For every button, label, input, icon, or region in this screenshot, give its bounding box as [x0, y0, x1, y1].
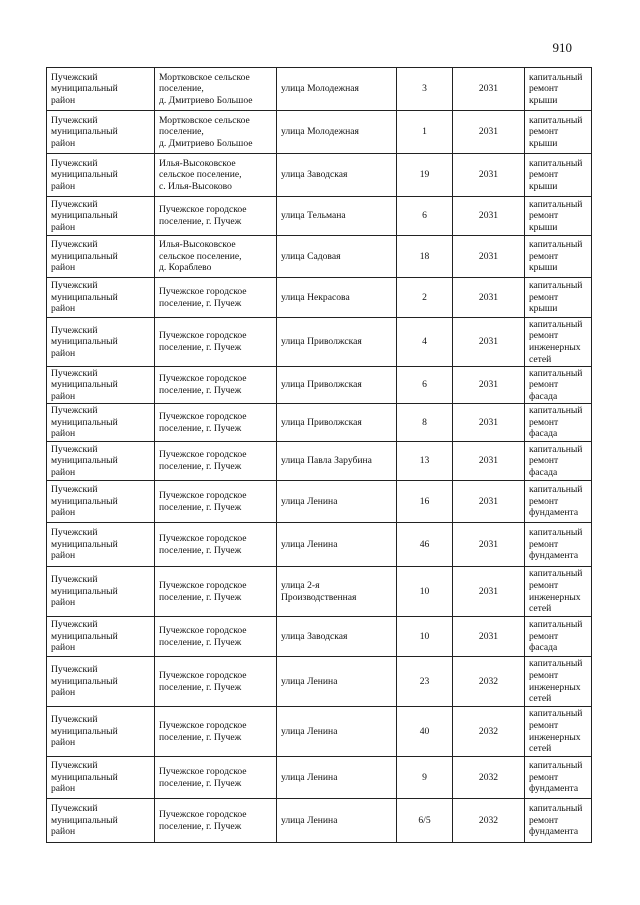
- repair-schedule-table: [46, 67, 592, 843]
- table-row: [47, 318, 592, 367]
- district-cell: Пучежский муниципальный район: [47, 523, 155, 567]
- street-cell: улица Ленина: [277, 657, 397, 707]
- settlement-cell: Пучежское городское поселение, г. Пучеж: [155, 523, 277, 567]
- work-type-cell: капитальный ремонт фундамента: [525, 523, 592, 567]
- table-row: [47, 111, 592, 154]
- house-number-cell: 6: [397, 367, 453, 404]
- settlement-cell: Мортковское сельское поселение, д. Дмитриево Большое: [155, 111, 277, 154]
- street-cell: улица Молодежная: [277, 111, 397, 154]
- street-cell: улица Ленина: [277, 757, 397, 799]
- house-number-cell: 23: [397, 657, 453, 707]
- house-number-cell: 10: [397, 617, 453, 657]
- house-number-cell: 3: [397, 68, 453, 111]
- settlement-cell: Пучежское городское поселение, г. Пучеж: [155, 657, 277, 707]
- street-cell: улица Приволжская: [277, 367, 397, 404]
- house-number-cell: 40: [397, 707, 453, 757]
- table-row: [47, 799, 592, 843]
- table-row: [47, 404, 592, 442]
- street-cell: улица Павла Зарубина: [277, 442, 397, 481]
- table-row: [47, 481, 592, 523]
- settlement-cell: Пучежское городское поселение, г. Пучеж: [155, 757, 277, 799]
- street-cell: улица Ленина: [277, 707, 397, 757]
- year-cell: 2031: [453, 442, 525, 481]
- settlement-cell: Пучежское городское поселение, г. Пучеж: [155, 481, 277, 523]
- district-cell: Пучежский муниципальный район: [47, 318, 155, 367]
- district-cell: Пучежский муниципальный район: [47, 111, 155, 154]
- house-number-cell: 10: [397, 567, 453, 617]
- work-type-cell: капитальный ремонт фасада: [525, 617, 592, 657]
- table-row: [47, 523, 592, 567]
- district-cell: Пучежский муниципальный район: [47, 278, 155, 318]
- settlement-cell: Пучежское городское поселение, г. Пучеж: [155, 799, 277, 843]
- year-cell: 2032: [453, 707, 525, 757]
- work-type-cell: капитальный ремонт крыши: [525, 68, 592, 111]
- settlement-cell: Пучежское городское поселение, г. Пучеж: [155, 567, 277, 617]
- house-number-cell: 2: [397, 278, 453, 318]
- settlement-cell: Пучежское городское поселение, г. Пучеж: [155, 707, 277, 757]
- year-cell: 2031: [453, 404, 525, 442]
- work-type-cell: капитальный ремонт фундамента: [525, 481, 592, 523]
- year-cell: 2031: [453, 367, 525, 404]
- district-cell: Пучежский муниципальный район: [47, 617, 155, 657]
- table-row: [47, 236, 592, 278]
- work-type-cell: капитальный ремонт фасада: [525, 404, 592, 442]
- settlement-cell: Пучежское городское поселение, г. Пучеж: [155, 318, 277, 367]
- street-cell: улица Ленина: [277, 799, 397, 843]
- year-cell: 2031: [453, 68, 525, 111]
- street-cell: улица Приволжская: [277, 404, 397, 442]
- year-cell: 2031: [453, 567, 525, 617]
- year-cell: 2031: [453, 617, 525, 657]
- table-row: [47, 278, 592, 318]
- table-body: [47, 68, 592, 843]
- house-number-cell: 18: [397, 236, 453, 278]
- street-cell: улица Ленина: [277, 481, 397, 523]
- house-number-cell: 16: [397, 481, 453, 523]
- settlement-cell: Пучежское городское поселение, г. Пучеж: [155, 278, 277, 318]
- work-type-cell: капитальный ремонт крыши: [525, 111, 592, 154]
- house-number-cell: 4: [397, 318, 453, 367]
- district-cell: Пучежский муниципальный район: [47, 657, 155, 707]
- table-row: [47, 617, 592, 657]
- settlement-cell: Пучежское городское поселение, г. Пучеж: [155, 442, 277, 481]
- street-cell: улица Приволжская: [277, 318, 397, 367]
- table-row: [47, 197, 592, 236]
- district-cell: Пучежский муниципальный район: [47, 197, 155, 236]
- table-row: [47, 567, 592, 617]
- street-cell: улица Некрасова: [277, 278, 397, 318]
- house-number-cell: 8: [397, 404, 453, 442]
- work-type-cell: капитальный ремонт инженерных сетей: [525, 567, 592, 617]
- table-row: [47, 657, 592, 707]
- house-number-cell: 13: [397, 442, 453, 481]
- street-cell: улица Заводская: [277, 154, 397, 197]
- settlement-cell: Илья-Высоковское сельское поселение, д. Кораблево: [155, 236, 277, 278]
- table-row: [47, 68, 592, 111]
- district-cell: Пучежский муниципальный район: [47, 707, 155, 757]
- house-number-cell: 6/5: [397, 799, 453, 843]
- street-cell: улица Садовая: [277, 236, 397, 278]
- work-type-cell: капитальный ремонт крыши: [525, 236, 592, 278]
- district-cell: Пучежский муниципальный район: [47, 481, 155, 523]
- page-number: 910: [552, 40, 572, 55]
- table-row: [47, 442, 592, 481]
- work-type-cell: капитальный ремонт фундамента: [525, 757, 592, 799]
- work-type-cell: капитальный ремонт фундамента: [525, 799, 592, 843]
- house-number-cell: 19: [397, 154, 453, 197]
- settlement-cell: Пучежское городское поселение, г. Пучеж: [155, 197, 277, 236]
- district-cell: Пучежский муниципальный район: [47, 757, 155, 799]
- year-cell: 2031: [453, 111, 525, 154]
- house-number-cell: 46: [397, 523, 453, 567]
- table-row: [47, 707, 592, 757]
- year-cell: 2032: [453, 799, 525, 843]
- settlement-cell: Мортковское сельское поселение, д. Дмитриево Большое: [155, 68, 277, 111]
- table-row: [47, 154, 592, 197]
- settlement-cell: Илья-Высоковское сельское поселение, с. Илья-Высоково: [155, 154, 277, 197]
- street-cell: улица Ленина: [277, 523, 397, 567]
- street-cell: улица 2-я Производственная: [277, 567, 397, 617]
- work-type-cell: капитальный ремонт инженерных сетей: [525, 318, 592, 367]
- work-type-cell: капитальный ремонт инженерных сетей: [525, 707, 592, 757]
- year-cell: 2031: [453, 523, 525, 567]
- street-cell: улица Заводская: [277, 617, 397, 657]
- district-cell: Пучежский муниципальный район: [47, 567, 155, 617]
- house-number-cell: 1: [397, 111, 453, 154]
- year-cell: 2031: [453, 154, 525, 197]
- table-row: [47, 367, 592, 404]
- street-cell: улица Молодежная: [277, 68, 397, 111]
- district-cell: Пучежский муниципальный район: [47, 154, 155, 197]
- year-cell: 2031: [453, 236, 525, 278]
- work-type-cell: капитальный ремонт крыши: [525, 154, 592, 197]
- house-number-cell: 6: [397, 197, 453, 236]
- district-cell: Пучежский муниципальный район: [47, 367, 155, 404]
- year-cell: 2032: [453, 757, 525, 799]
- house-number-cell: 9: [397, 757, 453, 799]
- settlement-cell: Пучежское городское поселение, г. Пучеж: [155, 617, 277, 657]
- settlement-cell: Пучежское городское поселение, г. Пучеж: [155, 367, 277, 404]
- work-type-cell: капитальный ремонт крыши: [525, 197, 592, 236]
- work-type-cell: капитальный ремонт крыши: [525, 278, 592, 318]
- district-cell: Пучежский муниципальный район: [47, 236, 155, 278]
- street-cell: улица Тельмана: [277, 197, 397, 236]
- district-cell: Пучежский муниципальный район: [47, 799, 155, 843]
- work-type-cell: капитальный ремонт инженерных сетей: [525, 657, 592, 707]
- year-cell: 2031: [453, 278, 525, 318]
- settlement-cell: Пучежское городское поселение, г. Пучеж: [155, 404, 277, 442]
- year-cell: 2032: [453, 657, 525, 707]
- district-cell: Пучежский муниципальный район: [47, 442, 155, 481]
- work-type-cell: капитальный ремонт фасада: [525, 367, 592, 404]
- year-cell: 2031: [453, 197, 525, 236]
- year-cell: 2031: [453, 481, 525, 523]
- table-row: [47, 757, 592, 799]
- work-type-cell: капитальный ремонт фасада: [525, 442, 592, 481]
- district-cell: Пучежский муниципальный район: [47, 404, 155, 442]
- district-cell: Пучежский муниципальный район: [47, 68, 155, 111]
- year-cell: 2031: [453, 318, 525, 367]
